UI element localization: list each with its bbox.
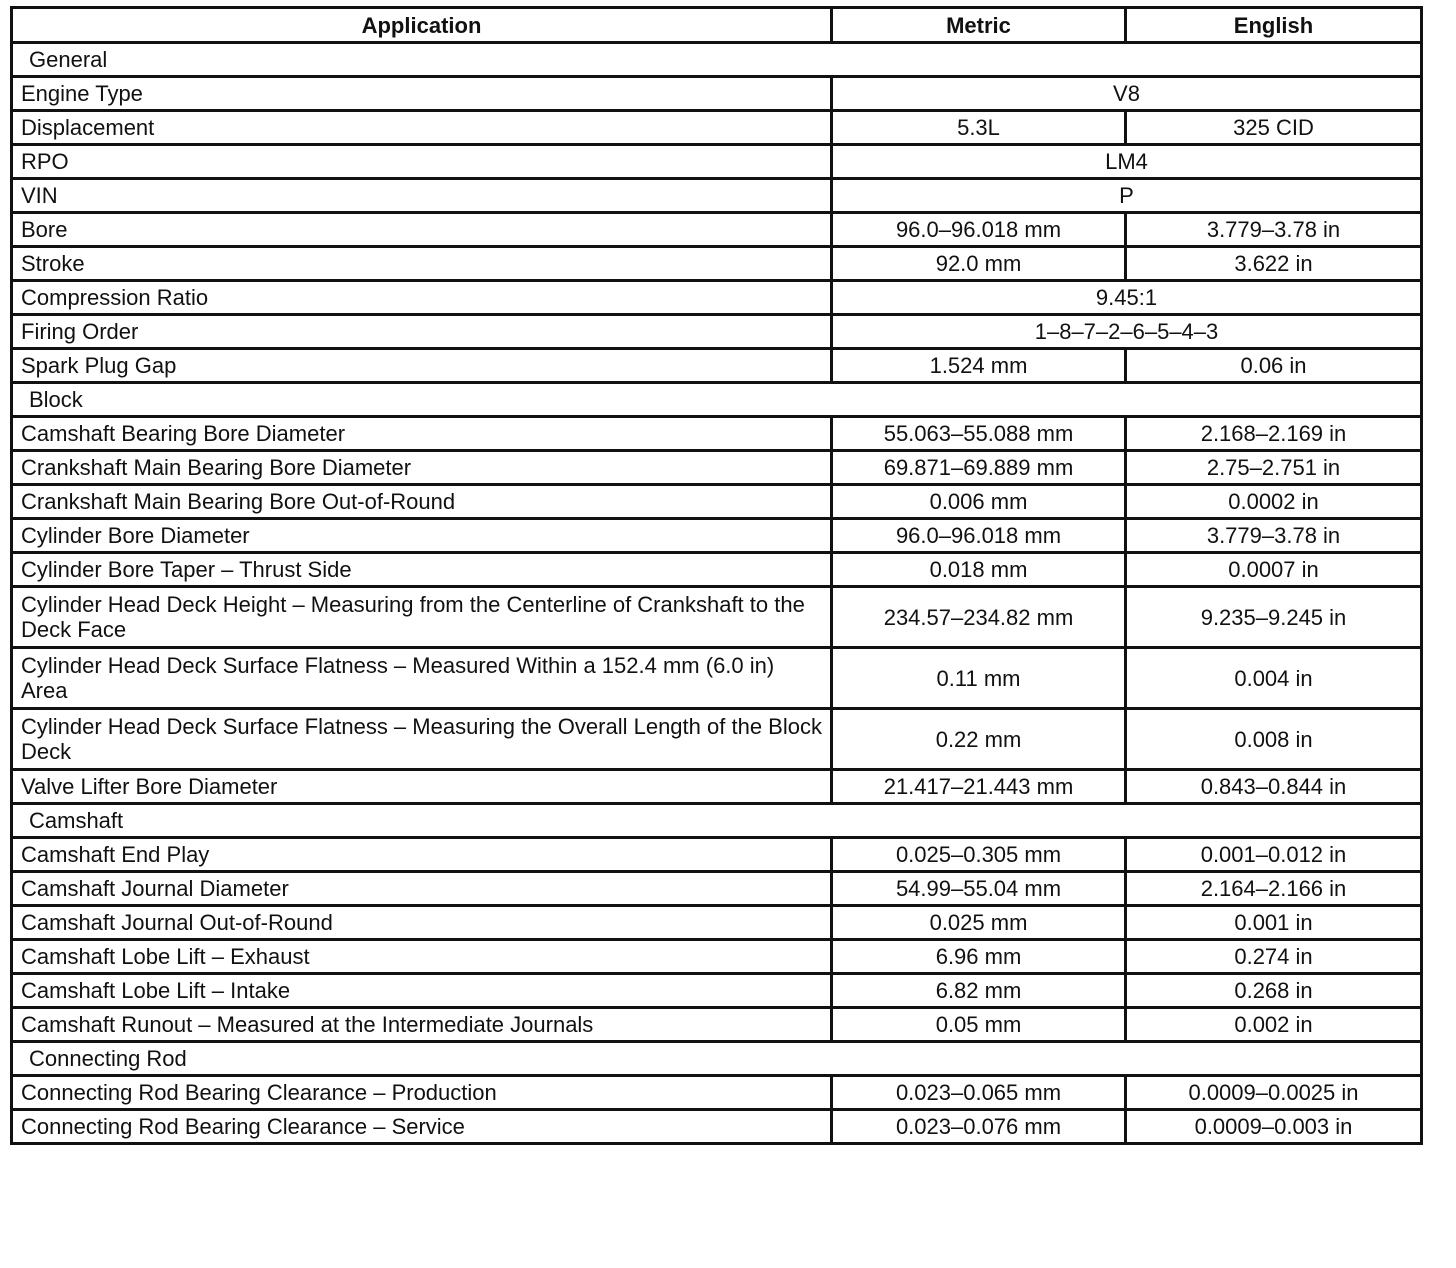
table-row — [12, 709, 1422, 770]
section-title: Block — [12, 383, 1422, 417]
table-header — [12, 8, 1422, 43]
metric-value-cell: 21.417–21.443 mm — [832, 770, 1126, 804]
english-value-cell: 3.622 in — [1126, 247, 1422, 281]
section-row — [12, 1042, 1422, 1076]
english-value-cell: 0.001–0.012 in — [1126, 838, 1422, 872]
application-cell: Crankshaft Main Bearing Bore Diameter — [12, 451, 832, 485]
english-value-cell: 0.0007 in — [1126, 553, 1422, 587]
table-row — [12, 872, 1422, 906]
section-row — [12, 804, 1422, 838]
english-value-cell: 2.168–2.169 in — [1126, 417, 1422, 451]
metric-value-cell: 0.023–0.076 mm — [832, 1110, 1126, 1144]
metric-value-cell: 5.3L — [832, 111, 1126, 145]
english-value-cell: 0.001 in — [1126, 906, 1422, 940]
english-value-cell: 0.004 in — [1126, 648, 1422, 709]
english-value-cell: 0.0002 in — [1126, 485, 1422, 519]
english-value-cell: 0.002 in — [1126, 1008, 1422, 1042]
english-value-cell: 0.274 in — [1126, 940, 1422, 974]
application-cell: Stroke — [12, 247, 832, 281]
header-metric: Metric — [832, 8, 1126, 43]
application-cell: Camshaft Journal Out-of-Round — [12, 906, 832, 940]
english-value-cell: 2.164–2.166 in — [1126, 872, 1422, 906]
metric-value-cell: 96.0–96.018 mm — [832, 519, 1126, 553]
table-row — [12, 940, 1422, 974]
metric-value-cell: 69.871–69.889 mm — [832, 451, 1126, 485]
combined-value-cell: V8 — [832, 77, 1422, 111]
metric-value-cell: 0.05 mm — [832, 1008, 1126, 1042]
table-row — [12, 77, 1422, 111]
metric-value-cell: 0.018 mm — [832, 553, 1126, 587]
english-value-cell: 3.779–3.78 in — [1126, 213, 1422, 247]
metric-value-cell: 96.0–96.018 mm — [832, 213, 1126, 247]
section-title: General — [12, 43, 1422, 77]
application-cell: Displacement — [12, 111, 832, 145]
metric-value-cell: 6.96 mm — [832, 940, 1126, 974]
application-cell: Cylinder Head Deck Height – Measuring from the Centerline of Crankshaft to the Deck Face — [12, 587, 832, 648]
table-row — [12, 519, 1422, 553]
table-row — [12, 451, 1422, 485]
metric-value-cell: 55.063–55.088 mm — [832, 417, 1126, 451]
table-row — [12, 281, 1422, 315]
application-cell: Camshaft Journal Diameter — [12, 872, 832, 906]
metric-value-cell: 54.99–55.04 mm — [832, 872, 1126, 906]
engine-spec-table — [10, 6, 1423, 1145]
table-row — [12, 1008, 1422, 1042]
application-cell: Valve Lifter Bore Diameter — [12, 770, 832, 804]
table-row — [12, 485, 1422, 519]
application-cell: Camshaft Runout – Measured at the Intermediate Journals — [12, 1008, 832, 1042]
application-cell: Bore — [12, 213, 832, 247]
application-cell: Camshaft Lobe Lift – Exhaust — [12, 940, 832, 974]
metric-value-cell: 92.0 mm — [832, 247, 1126, 281]
application-cell: Firing Order — [12, 315, 832, 349]
table-row — [12, 179, 1422, 213]
table-row — [12, 553, 1422, 587]
table-row — [12, 648, 1422, 709]
application-cell: Engine Type — [12, 77, 832, 111]
english-value-cell: 0.268 in — [1126, 974, 1422, 1008]
application-cell: VIN — [12, 179, 832, 213]
table-row — [12, 1110, 1422, 1144]
english-value-cell: 0.008 in — [1126, 709, 1422, 770]
application-cell: Connecting Rod Bearing Clearance – Production — [12, 1076, 832, 1110]
english-value-cell: 325 CID — [1126, 111, 1422, 145]
table-row — [12, 838, 1422, 872]
application-cell: Camshaft Bearing Bore Diameter — [12, 417, 832, 451]
application-cell: Camshaft End Play — [12, 838, 832, 872]
application-cell: Crankshaft Main Bearing Bore Out-of-Round — [12, 485, 832, 519]
combined-value-cell: LM4 — [832, 145, 1422, 179]
table-row — [12, 247, 1422, 281]
metric-value-cell: 234.57–234.82 mm — [832, 587, 1126, 648]
table-row — [12, 1076, 1422, 1110]
section-row — [12, 43, 1422, 77]
combined-value-cell: 1–8–7–2–6–5–4–3 — [832, 315, 1422, 349]
table-row — [12, 213, 1422, 247]
english-value-cell: 3.779–3.78 in — [1126, 519, 1422, 553]
english-value-cell: 9.235–9.245 in — [1126, 587, 1422, 648]
application-cell: Compression Ratio — [12, 281, 832, 315]
combined-value-cell: P — [832, 179, 1422, 213]
metric-value-cell: 0.023–0.065 mm — [832, 1076, 1126, 1110]
english-value-cell: 0.0009–0.003 in — [1126, 1110, 1422, 1144]
application-cell: Cylinder Bore Taper – Thrust Side — [12, 553, 832, 587]
table-body — [12, 43, 1422, 1144]
table-row — [12, 417, 1422, 451]
section-title: Camshaft — [12, 804, 1422, 838]
application-cell: Cylinder Bore Diameter — [12, 519, 832, 553]
english-value-cell: 2.75–2.751 in — [1126, 451, 1422, 485]
table-row — [12, 906, 1422, 940]
application-cell: Spark Plug Gap — [12, 349, 832, 383]
metric-value-cell: 6.82 mm — [832, 974, 1126, 1008]
table-row — [12, 587, 1422, 648]
section-row — [12, 383, 1422, 417]
table-row — [12, 145, 1422, 179]
table-row — [12, 111, 1422, 145]
application-cell: Cylinder Head Deck Surface Flatness – Measuring the Overall Length of the Block Deck — [12, 709, 832, 770]
combined-value-cell: 9.45:1 — [832, 281, 1422, 315]
application-cell: RPO — [12, 145, 832, 179]
application-cell: Camshaft Lobe Lift – Intake — [12, 974, 832, 1008]
table-row — [12, 770, 1422, 804]
metric-value-cell: 1.524 mm — [832, 349, 1126, 383]
metric-value-cell: 0.025 mm — [832, 906, 1126, 940]
metric-value-cell: 0.006 mm — [832, 485, 1126, 519]
english-value-cell: 0.0009–0.0025 in — [1126, 1076, 1422, 1110]
application-cell: Cylinder Head Deck Surface Flatness – Measured Within a 152.4 mm (6.0 in) Area — [12, 648, 832, 709]
metric-value-cell: 0.22 mm — [832, 709, 1126, 770]
section-title: Connecting Rod — [12, 1042, 1422, 1076]
table-row — [12, 974, 1422, 1008]
english-value-cell: 0.06 in — [1126, 349, 1422, 383]
table-row — [12, 315, 1422, 349]
header-english: English — [1126, 8, 1422, 43]
application-cell: Connecting Rod Bearing Clearance – Service — [12, 1110, 832, 1144]
metric-value-cell: 0.025–0.305 mm — [832, 838, 1126, 872]
metric-value-cell: 0.11 mm — [832, 648, 1126, 709]
english-value-cell: 0.843–0.844 in — [1126, 770, 1422, 804]
table-row — [12, 349, 1422, 383]
header-application: Application — [12, 8, 832, 43]
